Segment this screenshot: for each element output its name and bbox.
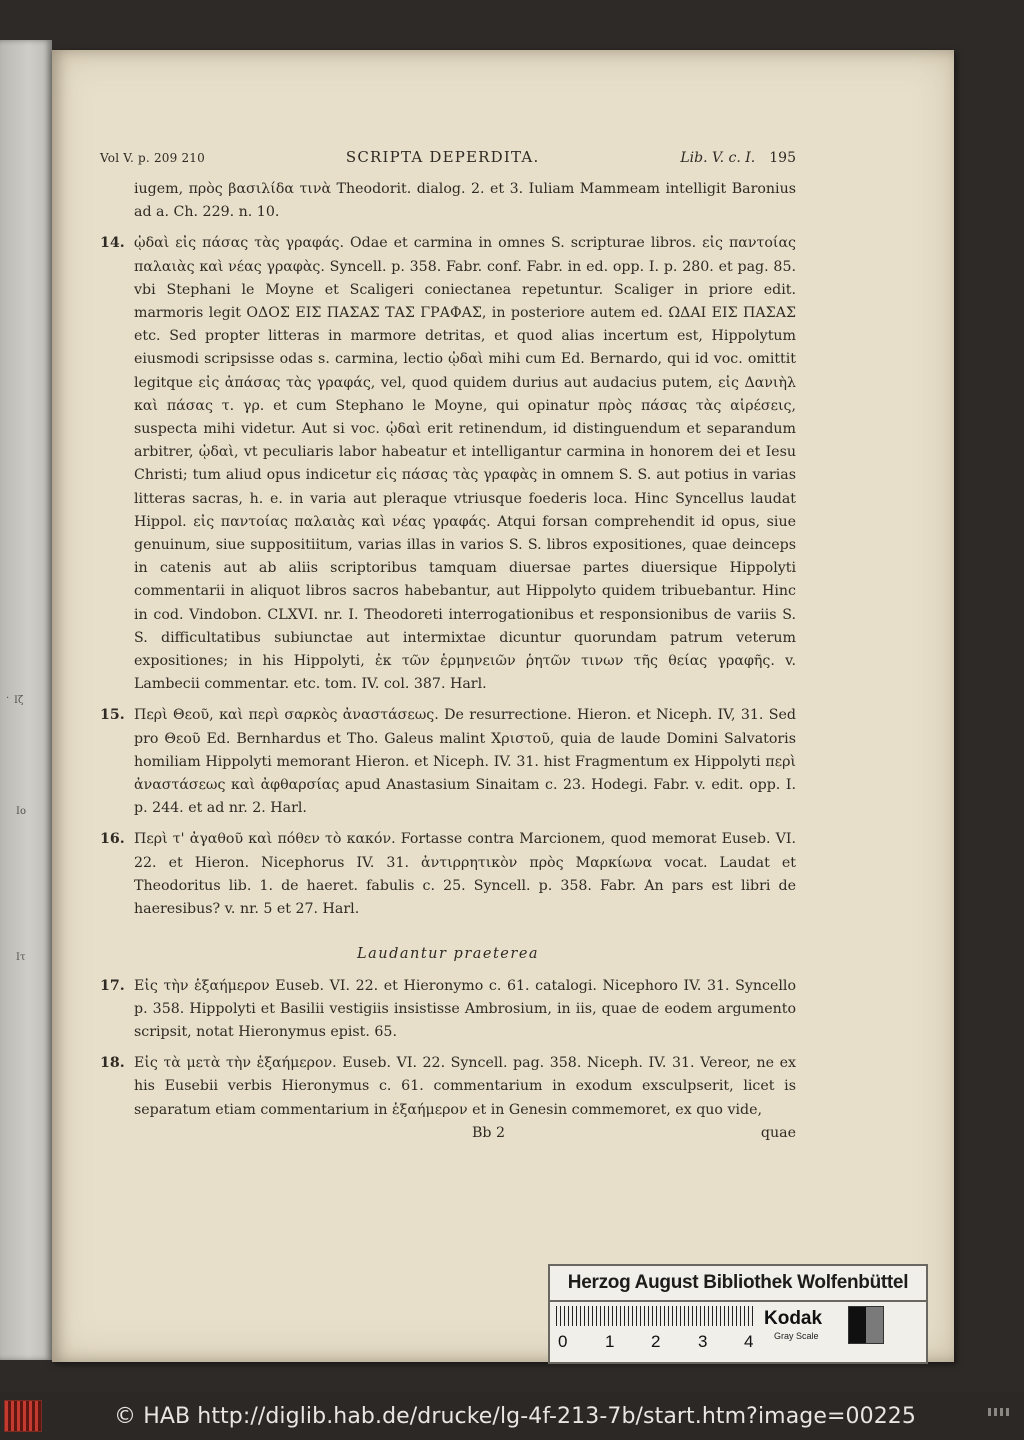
entry-18 xyxy=(100,1052,796,1122)
ruler-scale xyxy=(556,1306,756,1326)
ruler-number: 3 xyxy=(698,1332,708,1351)
entry-number: 16. xyxy=(100,831,125,848)
entry-text: Περὶ τ' ἀγαθοῦ καὶ πόθεν τὸ κακόν. Fortasse contra Marcionem, quod memorat Euseb. VI. 22. et Hieron. Nicephorus IV. 31. ἀντιρρητικὸν πρὸς Μαρκίωνα vocat. Laudat et Theodoritus lib. 1. de haeret. fabulis c. 25. Syncell. p. 358. Fabr. An pars est libri de haeresibus? v. nr. 5 et 27. Harl. xyxy=(134,831,796,918)
gray-scale-label: Gray Scale xyxy=(774,1331,819,1341)
page-footer xyxy=(100,1122,796,1145)
entry-number: 15. xyxy=(100,707,125,724)
entry-14 xyxy=(100,232,796,696)
catchword: quae xyxy=(760,1124,796,1141)
margin-fragment: Ιζ xyxy=(14,695,24,706)
library-name: Herzog August Bibliothek Wolfenbüttel xyxy=(550,1266,926,1302)
margin-fragment: Ιο xyxy=(16,806,26,817)
entry-15 xyxy=(100,704,796,820)
dots-icon xyxy=(988,1408,1010,1416)
entry-number: 17. xyxy=(100,977,125,994)
hab-logo-icon xyxy=(4,1400,42,1432)
header-volume-ref: Vol V. p. 209 210 xyxy=(100,151,205,165)
library-watermark-card xyxy=(548,1264,928,1364)
running-header xyxy=(100,146,796,170)
header-book-ref xyxy=(680,147,796,170)
previous-page-edge xyxy=(0,40,52,1360)
entry-17 xyxy=(100,975,796,1045)
margin-fragment: Ιτ xyxy=(16,952,26,963)
margin-fragment: . xyxy=(6,690,10,701)
page-text xyxy=(100,146,796,1145)
copyright-url[interactable]: © HAB http://diglib.hab.de/drucke/lg-4f-213-7b/start.htm?image=00225 xyxy=(114,1403,916,1429)
header-lib: Lib. V. c. I. xyxy=(680,150,756,166)
entry-text: Εἰς τὴν ἑξαήμερον Euseb. VI. 22. et Hieronymo c. 61. catalogi. Nicephoro IV. 31. Syncello p. 358. Hippolyti et Basilii vestigiis insistisse Ambrosium, in iis, quae de eodem argumento scripsit, notat Hieronymus epist. 65. xyxy=(134,977,796,1040)
entry-number: 14. xyxy=(100,235,125,252)
entry-number: 18. xyxy=(100,1055,125,1072)
ruler-number: 4 xyxy=(744,1332,754,1351)
gray-swatch xyxy=(848,1306,884,1344)
entry-16 xyxy=(100,828,796,921)
ruler-number: 0 xyxy=(558,1332,568,1351)
ruler-number: 2 xyxy=(651,1332,661,1351)
ruler-number: 1 xyxy=(605,1332,615,1351)
header-title: SCRIPTA DEPERDITA. xyxy=(345,148,540,166)
bottom-info-bar xyxy=(0,1392,1024,1440)
entry-text: Περὶ Θεοῦ, καὶ περὶ σαρκὸς ἀναστάσεως. De resurrectione. Hieron. et Niceph. IV, 31. Sed pro Θεοῦ Ed. Bernhardus et Tho. Galeus malint Χριστοῦ, quia de laude Domini Salvatoris homiliam Hippolyti memorant Hieron. et Niceph. IV. 31. hist Fragmentum ex Hippolyti περὶ ἀναστάσεως καὶ ἀφθαρσίας apud Anastasium Sinaitam c. 23. Hodegi. Fabr. v. edit. opp. I. p. 244. et ad nr. 2. Harl. xyxy=(134,707,796,817)
entry-text: Εἰς τὰ μετὰ τὴν ἑξαήμερον. Euseb. VI. 22. Syncell. pag. 358. Niceph. IV. 31. Vereor, ne ex his Eusebii verbis Hieronymus c. 61. commentarium in exodum exsculpserit, licet is separatum etiam commentarium in ἑξαήμερον et in Genesin commemoret, ex quo vide, xyxy=(134,1055,796,1118)
page-number: 195 xyxy=(769,150,796,166)
entry-text: ᾠδαὶ εἰς πάσας τὰς γραφάς. Odae et carmina in omnes S. scripturae libros. εἰς παντοίας παλαιὰς καὶ νέας γραφὰς. Syncell. p. 358. Fabr. conf. Fabr. in ed. opp. I. p. 280. et pag. 85. vbi Stephani le Moyne et Scaligeri coniectanea repetuntur. Scaliger in priore edit. marmoris legit ΟΔΟΣ ΕΙΣ ΠΑΣΑΣ ΤΑΣ ΓΡΑΦΑΣ, in posteriore autem ed. ΩΔΑΙ ΕΙΣ ΠΑΣΑΣ etc. Sed propter litteras in marmore detritas, et quod alias incertum est, Hippolytum eiusmodi scripsisse odas s. carmina, lectio ᾠδαὶ mihi cum Ed. Bernardo, qui id voc. omittit legitque εἰς ἁπάσας τὰς γραφάς, vel, quod quidem durius aut audacius putem, εἰς Δανιὴλ καὶ πάσας τ. γρ. et cum Stephano le Moyne, qui opinatur πρὸς πάσας τὰς αἱρέσεις, suspecta mihi videtur. Aut si voc. ᾠδαὶ erit retinendum, id distinguendum et separandum arbitrer, ᾠδαὶ, vt peculiaris labor habeatur et intelligantur carmina in honorem dei et Iesu Christi; tum aliud opus indicetur εἰς πάσας τὰς γραφὰς in omnem S. S. aut potius in varias litteras sacras, h. e. in varia aut pleraque vtriusque foederis loca. Hinc Syncellus laudat Hippol. εἰς παντοίας παλαιὰς καὶ νέας γραφάς. Atqui forsan comprehendit id opus, siue genuinum, siue suppositiitum, varias illas in varios S. S. libros expositiones, quae deinceps in catenis aut ab aliis scriptoribus tamquam diuersae partes diuersique Hippolyti commentarii in aliquot libros sacros habebantur, aut Hippolyto quidem tribuebantur. Hinc in cod. Vindobon. CLXVI. nr. I. Theodoreti interrogationibus et responsionibus de variis S. S. difficultatibus subiunctae aut intermixtae dicuntur quorundam patrum veterum expositiones; in his Hippolyti, ἐκ τῶν ἑρμηνειῶν ῥητῶν τινων τῆς θείας γραφῆς. v. Lambecii commentar. etc. tom. IV. col. 387. Harl. xyxy=(134,235,796,693)
section-heading: Laudantur praeterea xyxy=(356,946,540,963)
intro-paragraph: iugem, πρὸς βασιλίδα τινὰ Theodorit. dialog. 2. et 3. Iuliam Mammeam intelligit Baronius ad a. Ch. 229. n. 10. xyxy=(134,181,796,221)
signature-mark: Bb 2 xyxy=(472,1124,506,1141)
kodak-label: Kodak xyxy=(764,1308,823,1329)
